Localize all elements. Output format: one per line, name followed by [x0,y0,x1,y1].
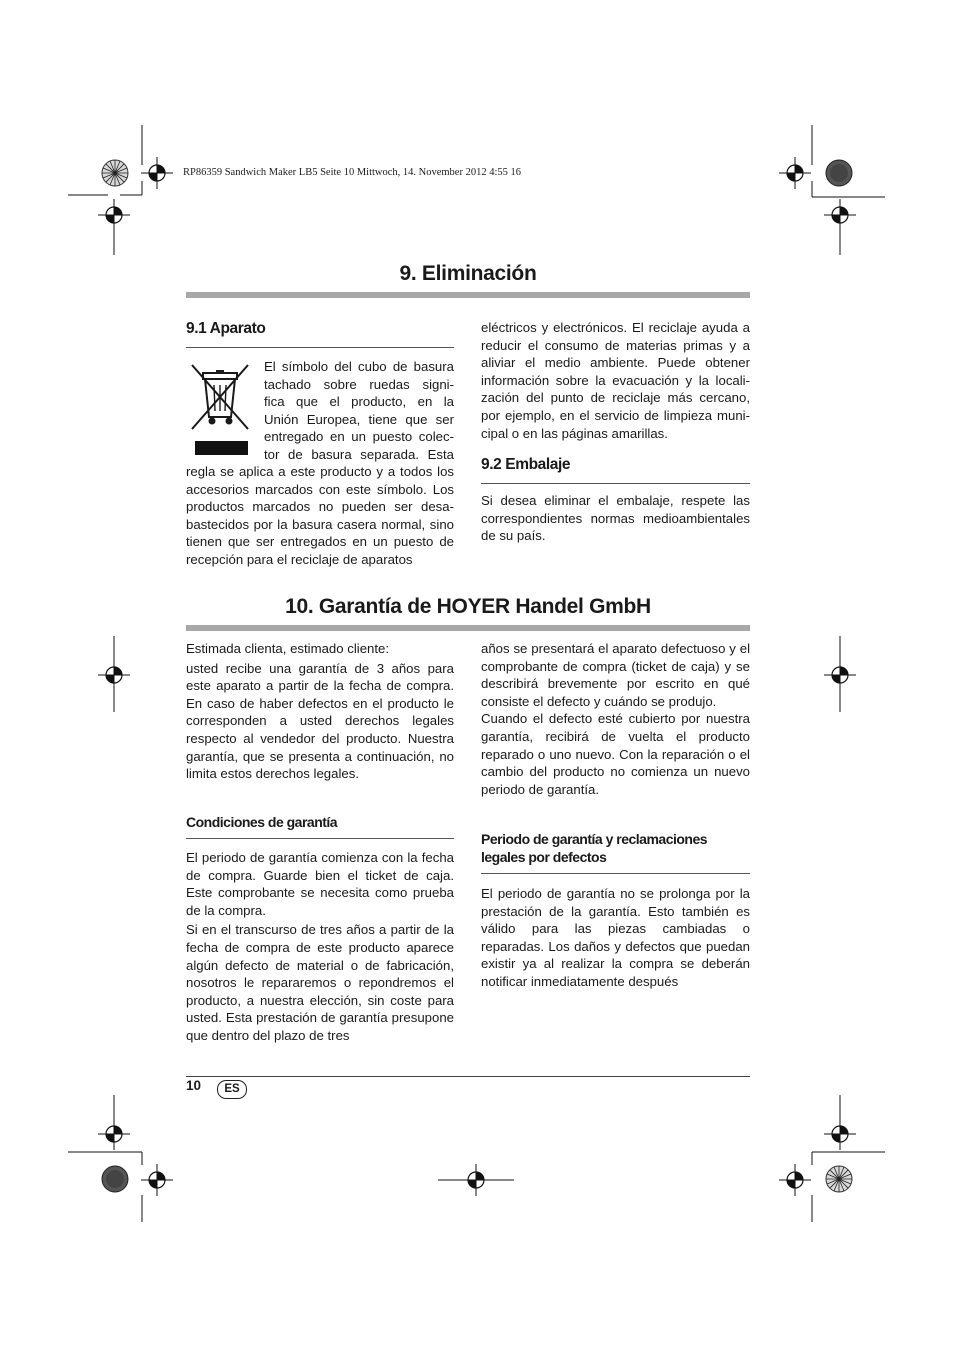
greeting: Estimada clienta, estimado cliente: [186,641,390,656]
text-line: fica que el producto, en la [264,394,454,410]
section-10-title: 10. Garantía de HOYER Handel GmbH [285,595,651,618]
heading-9-1: 9.1 Aparato [186,320,266,337]
paragraph: El periodo de garantía no se prolonga por la prestación de la garantía. Esto también es válido para las piezas cambiadas o reparadas. Los daños y defectos que puedan existir ya al realizar la compra se deberán notificar inmediatamente después [481,886,750,989]
heading-9-2: 9.2 Embalaje [481,456,571,473]
section-9-title: 9. Eliminación [399,262,537,285]
paragraph: años se presentará el aparato defectuoso y el comprobante de compra (ticket de caja) y se describirá brevemente por escrito en qué consiste el defecto y cuándo se produjo. [481,641,750,709]
paragraph: regla se aplica a este producto y a todos los accesorios marcados con este símbolo. Los productos marcados no pueden ser desa-bastecidos por la basura casera normal, sino tienen que ser entregados en un puesto de recepción para el reciclaje de aparatos [186,464,454,567]
heading-conditions: Condiciones de garantía [186,814,338,830]
text-line: tor de basura separada. Esta [264,446,454,462]
text-line: entregado en un puesto colec- [264,429,454,445]
paragraph: usted recibe una garantía de 3 años para este aparato a partir de la fecha de compra. En caso de haber defectos en el producto le corresponden a usted derechos legales respecto al vendedor del producto. Nuestra garantía, que se presenta a continuación, no limita estos derechos legales. [186,660,454,782]
text-line: tachado sobre ruedas signi- [264,376,454,392]
printer-slug: RP86359 Sandwich Maker LB5 Seite 10 Mittwoch, 14. November 2012 4:55 16 [183,167,522,178]
page-number: 10 [186,1078,202,1093]
paragraph: Cuando el defecto esté cubierto por nuestra garantía, recibirá de vuelta el producto reparado o uno nuevo. Con la reparación o el cambio del producto no comienza un nuevo periodo de garantía. [481,711,750,797]
paragraph: Si desea eliminar el embalaje, respete las correspondientes normas medioambientales de su país. [481,493,750,544]
text-line: El símbolo del cubo de basura [264,359,454,374]
language-badge: ES [217,1080,247,1099]
heading-period: Periodo de garantía y reclamaciones legales por defectos [481,831,708,865]
paragraph: Si en el transcurso de tres años a partir de la fecha de compra de este producto aparece algún defecto de material o de fabricación, nosotros le repararemos o repondremos el producto, a nuestra elección, sin coste para usted. Esta prestación de garantía presupone que dentro del plazo de tres [186,922,454,1043]
text-line: Unión Europea, tiene que ser [264,411,454,427]
paragraph: El periodo de garantía comienza con la fecha de compra. Guarde bien el ticket de caja. Este comprobante se necesita como prueba de la compra. [186,850,454,918]
paragraph: eléctricos y electrónicos. El reciclaje ayuda a reducir el consumo de materias primas y a aliviar el medio ambiente. Puede obtener información sobre la evacuación y la locali-zación del punto de reciclaje más cercano, por ejemplo, en el servicio de limpieza muni-cipal o en las páginas amarillas. [481,320,750,441]
